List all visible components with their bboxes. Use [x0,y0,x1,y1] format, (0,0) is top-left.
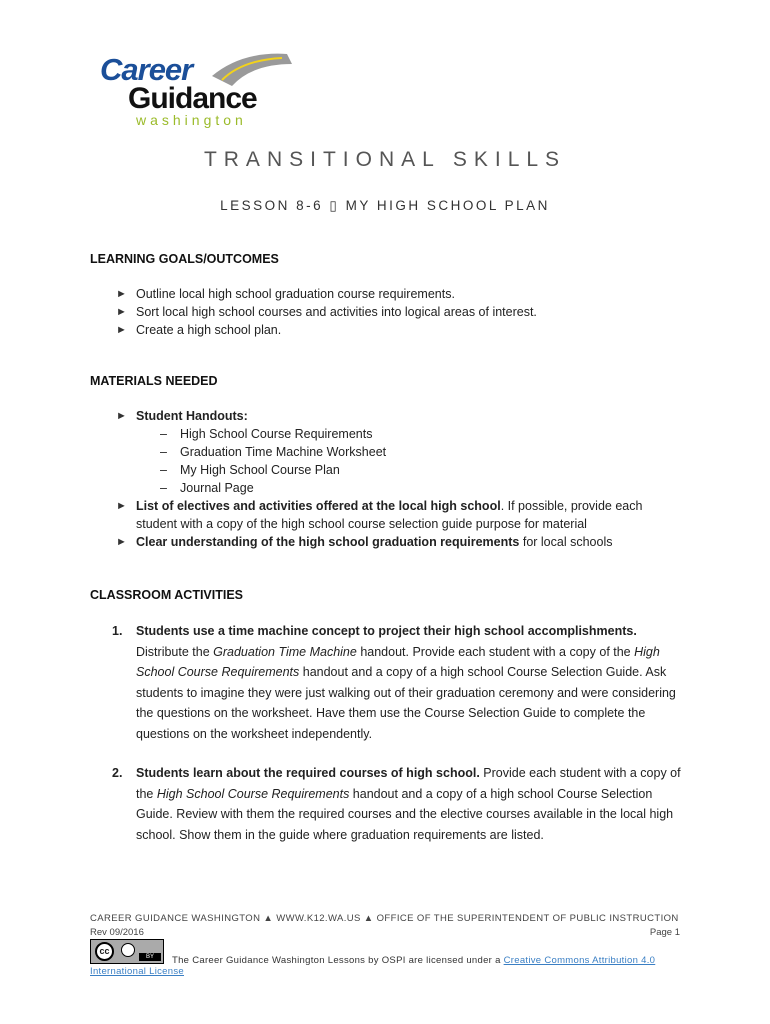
handouts-label: Student Handouts: [136,409,248,423]
activity-text: Distribute the [136,644,214,659]
bullet-arrow-icon: ► [116,306,127,318]
career-guidance-logo [92,46,292,132]
activity-text: Provide each student with a copy of the [136,766,681,801]
section-heading-goals: LEARNING GOALS/OUTCOMES [90,252,279,266]
activity-text: handout and a copy of a high school Course Selection Guide. Review with them the required courses and the elective courses available in the local high school. Show them in the guide where graduation requirements are listed. [136,786,674,842]
lesson-subtitle: LESSON 8-6 ▯ MY HIGH SCHOOL PLAN [220,198,550,213]
list-item [160,463,340,477]
list-item [160,481,254,495]
license-text-row [172,955,655,966]
logo-guidance: Guidance [128,82,257,115]
page-title: TRANSITIONAL SKILLS [203,148,567,171]
footer-org: CAREER GUIDANCE WASHINGTON ▲ WWW.K12.WA.US ▲ OFFICE OF THE SUPERINTENDENT OF PUBLIC INSTRUCTION [90,913,679,924]
section-heading-activities: CLASSROOM ACTIVITIES [90,588,244,602]
section-heading-materials: MATERIALS NEEDED [90,374,218,388]
activity-item [112,763,682,845]
goal-text: Create a high school plan. [136,323,282,337]
bullet-arrow-icon: ► [116,536,127,548]
clear-bold: Clear understanding of the high school graduation requirements [136,535,520,549]
list-item [116,534,676,552]
page-number: Page 1 [649,927,680,938]
goal-text: Sort local high school courses and activities into logical areas of interest. [136,305,537,319]
bullet-arrow-icon: ► [116,288,127,300]
list-item [116,322,676,340]
logo-washington: washington [136,112,247,128]
activity-text: handout and a copy of a high school Course Selection Guide. Ask students to imagine they were just walking out of their graduation ceremony and were considering the questions on the worksheet. Have them use the Course Selection Guide to complete the questions on the worksheet independently. [136,665,676,741]
list-item [160,445,386,459]
handout-name: Journal Page [180,481,254,495]
dash-icon: – [160,481,167,495]
bullet-arrow-icon: ► [116,500,127,512]
dash-icon: – [160,463,167,477]
person-icon [121,943,135,957]
electives-bold: List of electives and activities offered at the local high school [136,499,501,513]
activity-text: handout. Provide each student with a copy of the [356,644,635,659]
activity-number: 1. [112,624,123,638]
list-item [116,498,656,533]
license-link-row [90,966,184,977]
revision-date: Rev 09/2016 [90,927,144,938]
activity-italic: High School Course Requirements [136,644,660,679]
dash-icon: – [160,445,167,459]
clear-text: for local schools [519,535,613,549]
activity-bold: Students use a time machine concept to project their high school accomplishments. [136,624,637,638]
cc-icon: cc [95,942,114,961]
logo-career: Career [100,52,193,87]
by-label: BY [139,953,161,961]
list-item [116,408,676,426]
activity-item [112,621,682,744]
bullet-arrow-icon: ► [116,324,127,336]
license-link-continued[interactable]: International License [90,966,184,977]
electives-text: . If possible, provide each student with a copy of the high school course selection guide purpose for material [136,499,643,531]
activity-number: 2. [112,766,123,780]
license-text: The Career Guidance Washington Lessons by OSPI are licensed under a [172,955,504,966]
footer-rev-row [90,927,680,938]
activity-italic: Graduation Time Machine [213,644,357,659]
dash-icon: – [160,427,167,441]
handout-name: Graduation Time Machine Worksheet [180,445,387,459]
handout-name: High School Course Requirements [180,427,373,441]
activity-italic: High School Course Requirements [156,786,350,801]
goal-text: Outline local high school graduation course requirements. [136,287,455,301]
list-item [116,304,676,322]
list-item [116,286,676,304]
activity-bold: Students learn about the required courses of high school. [136,766,480,780]
list-item [160,427,372,441]
license-link[interactable]: Creative Commons Attribution 4.0 [503,955,656,966]
creative-commons-badge-icon [90,939,164,964]
bullet-arrow-icon: ► [116,410,127,422]
handout-name: My High School Course Plan [180,463,340,477]
